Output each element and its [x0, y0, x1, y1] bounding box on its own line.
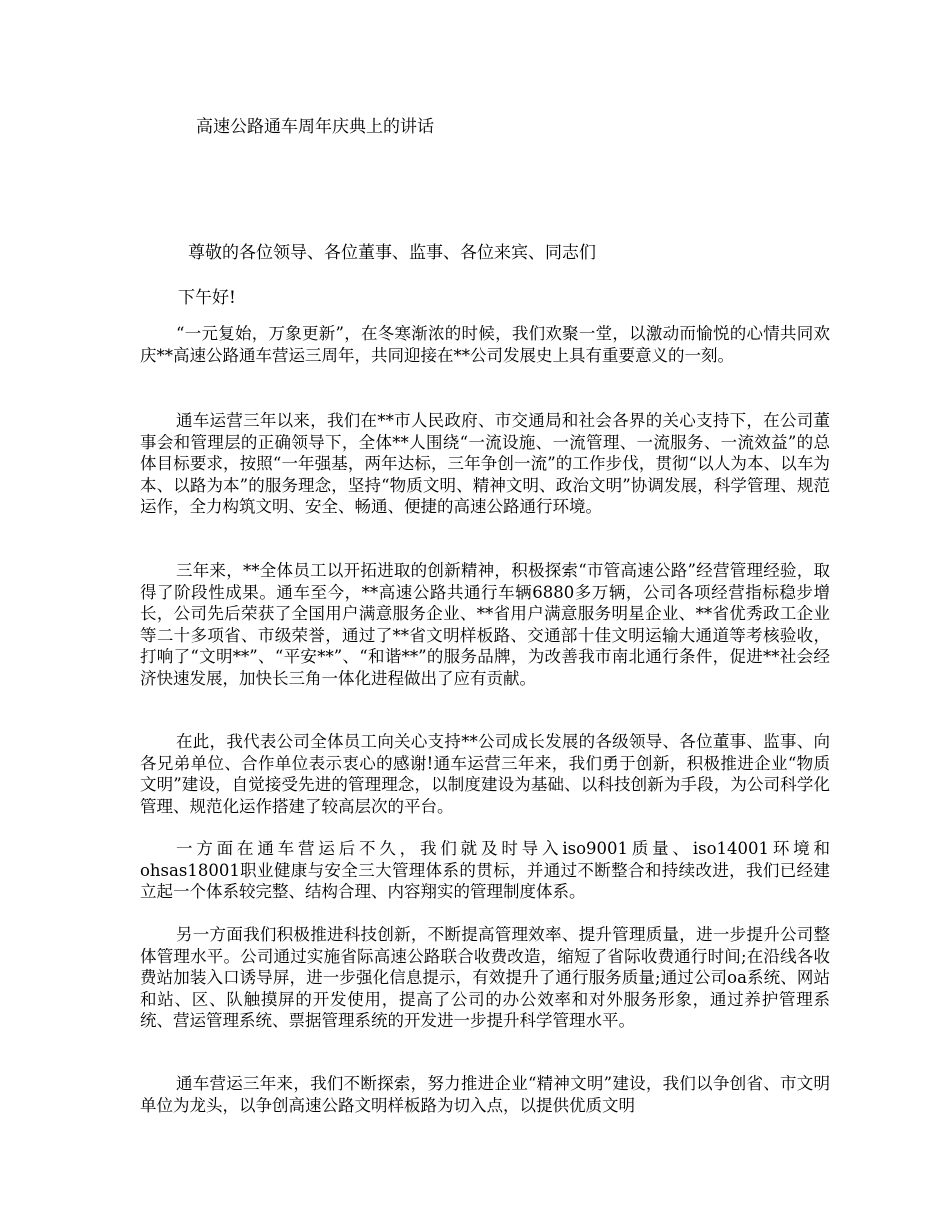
paragraph: 三年来，**全体员工以开拓进取的创新精神，积极探索“市管高速公路”经营管理经验，取得了阶段性成果。通车至今，**高速公路共通行车辆6880多万辆，公司各项经营指标稳步增长，公司先后荣获了全国用户满意服务企业、**省用户满意服务明星企业、**省优秀政工企业等二十多项省、市级荣誉，通过了**省文明样板路、交通部十佳文明运输大通道等考核验收，打响了“文明**”、“平安**”、“和谐**”的服务品牌，为改善我市南北通行条件，促进**社会经济快速发展，加快长三角一体化进程做出了应有贡献。	[140, 561, 830, 688]
paragraph: 一方面在通车营运后不久，我们就及时导入iso9001质量、iso14001环境和ohsas18001职业健康与安全三大管理体系的贯标，并通过不断整合和持续改进，我们已经建立起一个体系较完整、结构合理、内容翔实的管理制度体系。	[140, 839, 830, 901]
paragraph: 另一方面我们积极推进科技创新，不断提高管理效率、提升管理质量，进一步提升公司整体管理水平。公司通过实施省际高速公路联合收费改造，缩短了省际收费通行时间;在沿线各收费站加装入口诱导屏，进一步强化信息提示，有效提升了通行服务质量;通过公司oa系统、网站和站、区、队触摸屏的开发使用，提高了公司的办公效率和对外服务形象，通过养护管理系统、营运管理系统、票据管理系统的开发进一步提升科学管理水平。	[140, 925, 830, 1030]
paragraph: 在此，我代表公司全体员工向关心支持**公司成长发展的各级领导、各位董事、监事、向各兄弟单位、合作单位表示衷心的感谢!通车运营三年来，我们勇于创新，积极推进企业“物质文明”建设，自觉接受先进的管理理念，以制度建设为基础、以科技创新为手段，为公司科学化管理、规范化运作搭建了较高层次的平台。	[140, 732, 830, 816]
paragraph: “一元复始，万象更新”，在冬寒渐浓的时候，我们欢聚一堂，以激动而愉悦的心情共同欢庆**高速公路通车营运三周年，共同迎接在**公司发展史上具有重要意义的一刻。	[140, 324, 830, 365]
paragraph: 通车营运三年来，我们不断探索，努力推进企业“精神文明”建设，我们以争创省、市文明单位为龙头，以争创高速公路文明样板路为切入点，以提供优质文明	[140, 1074, 830, 1115]
paragraph: 通车运营三年以来，我们在**市人民政府、市交通局和社会各界的关心支持下，在公司董事会和管理层的正确领导下，全体**人围绕“一流设施、一流管理、一流服务、一流效益”的总体目标要求，按照“一年强基，两年达标，三年争创一流”的工作步伐，贯彻“以人为本、以车为本、以路为本”的服务理念，坚持“物质文明、精神文明、政治文明”协调发展，科学管理、规范运作，全力构筑文明、安全、畅通、便捷的高速公路通行环境。	[140, 411, 830, 516]
document-title: 高速公路通车周年庆典上的讲话	[196, 117, 434, 137]
greeting: 下午好!	[178, 288, 236, 308]
salutation: 尊敬的各位领导、各位董事、监事、各位来宾、同志们	[188, 243, 596, 263]
